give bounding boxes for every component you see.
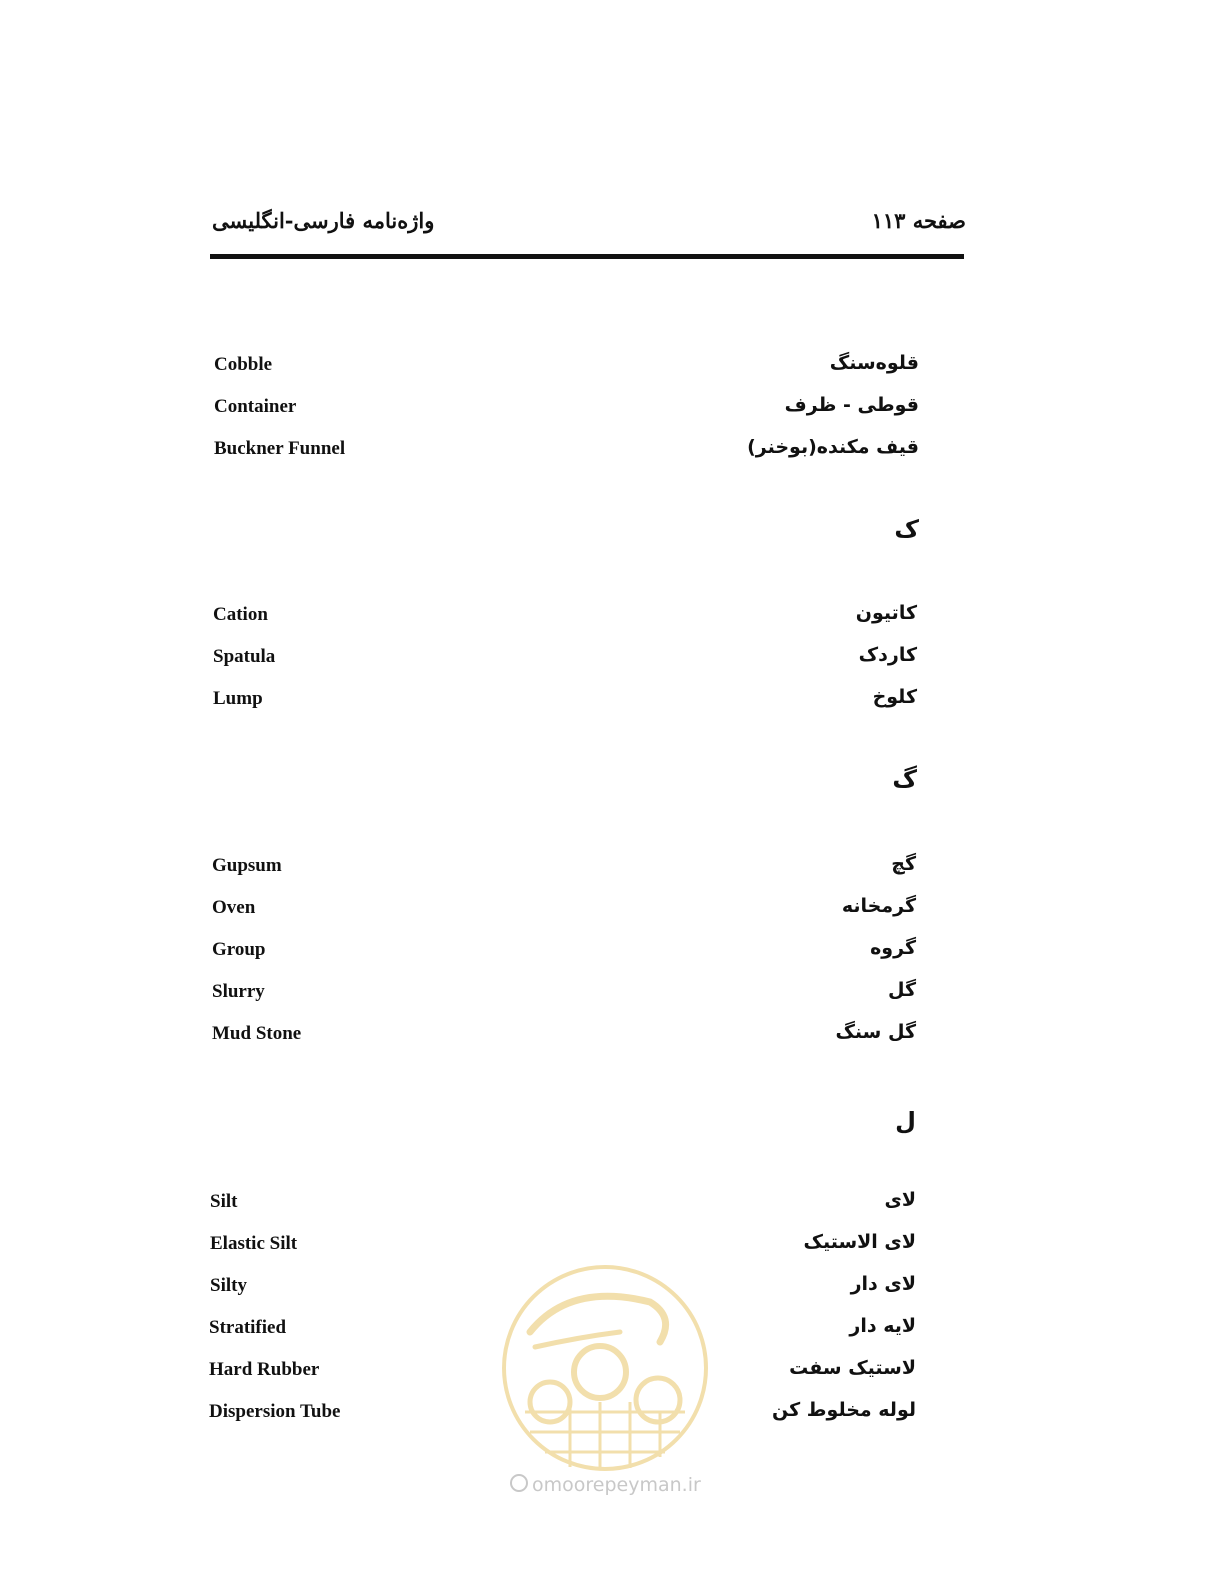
entry-en: Slurry [212, 981, 265, 1002]
entry-en: Silty [210, 1275, 247, 1296]
globe-icon [510, 1474, 528, 1492]
entry-fa: لایه دار [849, 1315, 916, 1337]
entry-fa: گچ [891, 853, 916, 875]
entry-en: Spatula [213, 646, 276, 667]
entry-en: Hard Rubber [209, 1359, 320, 1380]
entry-fa: قلوه‌سنگ [829, 352, 919, 374]
entry-fa: گرمخانه [841, 895, 916, 917]
section-letter: ل [895, 1107, 916, 1135]
entry-fa: قیف مکنده(بوخنر) [747, 436, 919, 458]
entry-fa: کلوخ [872, 686, 917, 708]
section-letter: ک [894, 515, 919, 543]
watermark-url [510, 1474, 701, 1496]
entry-en: Silt [210, 1191, 238, 1212]
entry-en: Stratified [209, 1317, 287, 1338]
entry-fa: گروه [870, 937, 916, 959]
entry-fa: گل [887, 979, 916, 1001]
entry-fa: لای دار [850, 1273, 916, 1295]
section-letter: گ [892, 765, 917, 793]
entry-fa: لای الاستیک [803, 1231, 916, 1253]
header-title: واژه‌نامه فارسی-انگلیسی [212, 208, 435, 233]
entry-en: Elastic Silt [210, 1233, 298, 1254]
entry-fa: گل سنگ [835, 1021, 916, 1043]
entry-fa: کاردک [858, 644, 917, 666]
watermark-logo-icon [500, 1262, 710, 1474]
entry-en: Gupsum [212, 855, 282, 876]
entry-fa: لاستیک سفت [789, 1357, 916, 1379]
watermark-url-text: omoorepeyman.ir [532, 1474, 701, 1496]
entry-en: Buckner Funnel [214, 438, 346, 459]
entry-fa: کاتیون [855, 602, 917, 624]
entry-en: Oven [212, 897, 256, 918]
entry-en: Dispersion Tube [209, 1401, 341, 1422]
entry-en: Cobble [214, 354, 273, 375]
page-number: صفحه ۱۱۳ [871, 208, 966, 233]
entry-en: Lump [213, 688, 263, 709]
entry-en: Mud Stone [212, 1023, 302, 1044]
entry-fa: لای [884, 1189, 916, 1211]
entry-fa: قوطی - ظرف [784, 394, 919, 416]
header-divider [210, 254, 964, 259]
entry-en: Group [212, 939, 266, 960]
entry-fa: لوله مخلوط کن [772, 1399, 916, 1421]
entry-en: Cation [213, 604, 268, 625]
entry-en: Container [214, 396, 297, 417]
